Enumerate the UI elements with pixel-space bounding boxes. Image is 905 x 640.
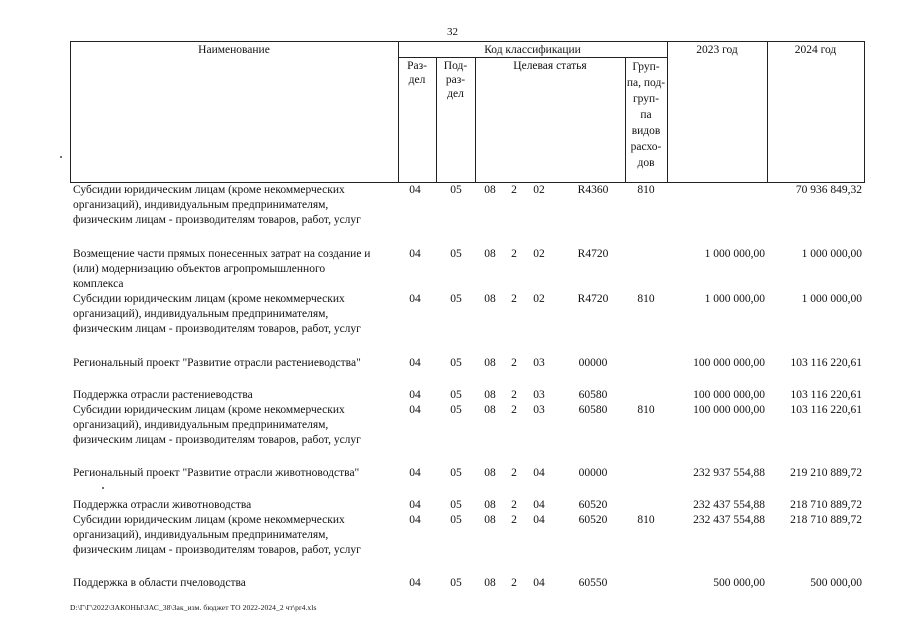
- row-cs-direction: 60520: [578, 499, 608, 511]
- row-cs-program: 08: [484, 357, 496, 369]
- row-cs-type: 2: [511, 184, 517, 196]
- row-amount-2024: 70 936 849,32: [795, 184, 862, 196]
- row-cs-direction: 00000: [578, 357, 608, 369]
- header-divider-2023: [767, 42, 768, 182]
- row-expense-group: 810: [637, 293, 655, 305]
- header-subline: [398, 57, 667, 58]
- row-cs-program: 08: [484, 248, 496, 260]
- header-target-article: Целевая статья: [513, 60, 587, 72]
- row-podrazdel: 05: [450, 357, 462, 369]
- row-amount-2023: 100 000 000,00: [693, 389, 765, 401]
- row-cs-program: 08: [484, 499, 496, 511]
- row-cs-type: 2: [511, 248, 517, 260]
- row-cs-main: 04: [533, 499, 545, 511]
- row-razdel: 04: [409, 389, 421, 401]
- row-razdel: 04: [409, 404, 421, 416]
- row-cs-program: 08: [484, 404, 496, 416]
- row-amount-2024: 218 710 889,72: [790, 514, 862, 526]
- row-razdel: 04: [409, 357, 421, 369]
- row-expense-group: 810: [637, 404, 655, 416]
- row-razdel: 04: [409, 248, 421, 260]
- row-name: Субсидии юридическим лицам (кроме некоммерческих организаций), индивидуальным предпринимателям, физическим лицам - производителям товаров, работ, услуг: [73, 293, 361, 335]
- row-podrazdel: 05: [450, 577, 462, 589]
- row-cs-main: 03: [533, 404, 545, 416]
- row-amount-2024: 1 000 000,00: [801, 293, 862, 305]
- row-razdel: 04: [409, 467, 421, 479]
- header-section: Раз- дел: [407, 60, 427, 86]
- row-cs-program: 08: [484, 184, 496, 196]
- row-cs-program: 08: [484, 467, 496, 479]
- row-cs-direction: 60580: [578, 404, 608, 416]
- row-amount-2023: 232 437 554,88: [693, 499, 765, 511]
- row-podrazdel: 05: [450, 389, 462, 401]
- row-amount-2023: 100 000 000,00: [693, 357, 765, 369]
- row-podrazdel: 05: [450, 248, 462, 260]
- row-cs-main: 02: [533, 248, 545, 260]
- row-cs-type: 2: [511, 357, 517, 369]
- row-cs-main: 02: [533, 293, 545, 305]
- row-razdel: 04: [409, 184, 421, 196]
- row-cs-direction: 60580: [578, 389, 608, 401]
- row-amount-2024: 103 116 220,61: [790, 389, 862, 401]
- row-cs-direction: R4360: [577, 184, 609, 196]
- row-amount-2023: 1 000 000,00: [704, 293, 765, 305]
- row-name: Поддержка отрасли растениеводства: [73, 389, 253, 401]
- row-amount-2023: 1 000 000,00: [704, 248, 765, 260]
- row-cs-type: 2: [511, 514, 517, 526]
- row-podrazdel: 05: [450, 499, 462, 511]
- row-podrazdel: 05: [450, 514, 462, 526]
- row-razdel: 04: [409, 577, 421, 589]
- row-name: Поддержка отрасли животноводства: [73, 499, 252, 511]
- row-cs-direction: 00000: [578, 467, 608, 479]
- row-amount-2024: 103 116 220,61: [790, 357, 862, 369]
- row-cs-direction: 60520: [578, 514, 608, 526]
- header-name: Наименование: [198, 44, 270, 56]
- header-expense-group: Груп- па, под- груп- па видов расхо- дов: [626, 61, 666, 169]
- row-cs-main: 04: [533, 514, 545, 526]
- row-amount-2024: 1 000 000,00: [801, 248, 862, 260]
- row-name: Субсидии юридическим лицам (кроме некоммерческих организаций), индивидуальным предпринимателям, физическим лицам - производителям товаров, работ, услуг: [73, 184, 361, 226]
- row-name: Возмещение части прямых понесенных затрат на создание и (или) модернизацию объектов агропромышленного комплекса: [73, 248, 371, 290]
- scan-speck: [102, 487, 104, 489]
- header-border-right: [864, 42, 865, 182]
- row-expense-group: 810: [637, 514, 655, 526]
- row-cs-program: 08: [484, 577, 496, 589]
- row-cs-main: 03: [533, 389, 545, 401]
- row-razdel: 04: [409, 499, 421, 511]
- row-cs-main: 03: [533, 357, 545, 369]
- header-border-left: [70, 42, 71, 182]
- header-divider-podrazdel: [475, 57, 476, 182]
- row-cs-program: 08: [484, 293, 496, 305]
- header-subsection: Под- раз- дел: [443, 60, 468, 100]
- file-path-footer: D:\Г\Г\2022\ЗАКОНЫ\ЗАС_38\Зак_изм. бюджет ТО 2022-2024_2 чт\pr4.xls: [70, 603, 317, 612]
- row-name: Региональный проект "Развитие отрасли растениеводства": [73, 357, 361, 369]
- header-classification-code: Код классификации: [484, 44, 581, 56]
- row-cs-direction: R4720: [577, 248, 609, 260]
- row-cs-main: 04: [533, 577, 545, 589]
- row-amount-2024: 218 710 889,72: [790, 499, 862, 511]
- row-cs-type: 2: [511, 467, 517, 479]
- header-year-2023: 2023 год: [696, 44, 738, 56]
- row-amount-2024: 219 210 889,72: [790, 467, 862, 479]
- row-amount-2023: 232 437 554,88: [693, 514, 765, 526]
- row-cs-program: 08: [484, 389, 496, 401]
- row-name: Поддержка в области пчеловодства: [73, 577, 246, 589]
- header-divider-vr: [667, 42, 668, 182]
- row-expense-group: 810: [637, 184, 655, 196]
- row-name: Региональный проект "Развитие отрасли животноводства": [73, 467, 360, 479]
- row-cs-type: 2: [511, 389, 517, 401]
- row-cs-type: 2: [511, 404, 517, 416]
- row-cs-main: 04: [533, 467, 545, 479]
- row-cs-type: 2: [511, 499, 517, 511]
- row-podrazdel: 05: [450, 404, 462, 416]
- header-year-2024: 2024 год: [794, 44, 837, 56]
- row-podrazdel: 05: [450, 467, 462, 479]
- row-amount-2023: 500 000,00: [713, 577, 765, 589]
- row-cs-program: 08: [484, 514, 496, 526]
- row-amount-2023: 232 937 554,88: [693, 467, 765, 479]
- row-cs-main: 02: [533, 184, 545, 196]
- scan-speck: [60, 156, 62, 158]
- row-amount-2024: 500 000,00: [810, 577, 862, 589]
- table-header: [70, 41, 865, 183]
- row-cs-type: 2: [511, 293, 517, 305]
- row-razdel: 04: [409, 293, 421, 305]
- row-amount-2023: 100 000 000,00: [693, 404, 765, 416]
- row-cs-direction: 60550: [578, 577, 608, 589]
- row-name: Субсидии юридическим лицам (кроме некоммерческих организаций), индивидуальным предпринимателям, физическим лицам - производителям товаров, работ, услуг: [73, 404, 361, 446]
- row-podrazdel: 05: [450, 184, 462, 196]
- row-amount-2024: 103 116 220,61: [790, 404, 862, 416]
- row-cs-type: 2: [511, 577, 517, 589]
- row-podrazdel: 05: [450, 293, 462, 305]
- row-cs-direction: R4720: [577, 293, 609, 305]
- row-razdel: 04: [409, 514, 421, 526]
- page-number: 32: [447, 26, 458, 38]
- row-name: Субсидии юридическим лицам (кроме некоммерческих организаций), индивидуальным предпринимателям, физическим лицам - производителям товаров, работ, услуг: [73, 514, 361, 556]
